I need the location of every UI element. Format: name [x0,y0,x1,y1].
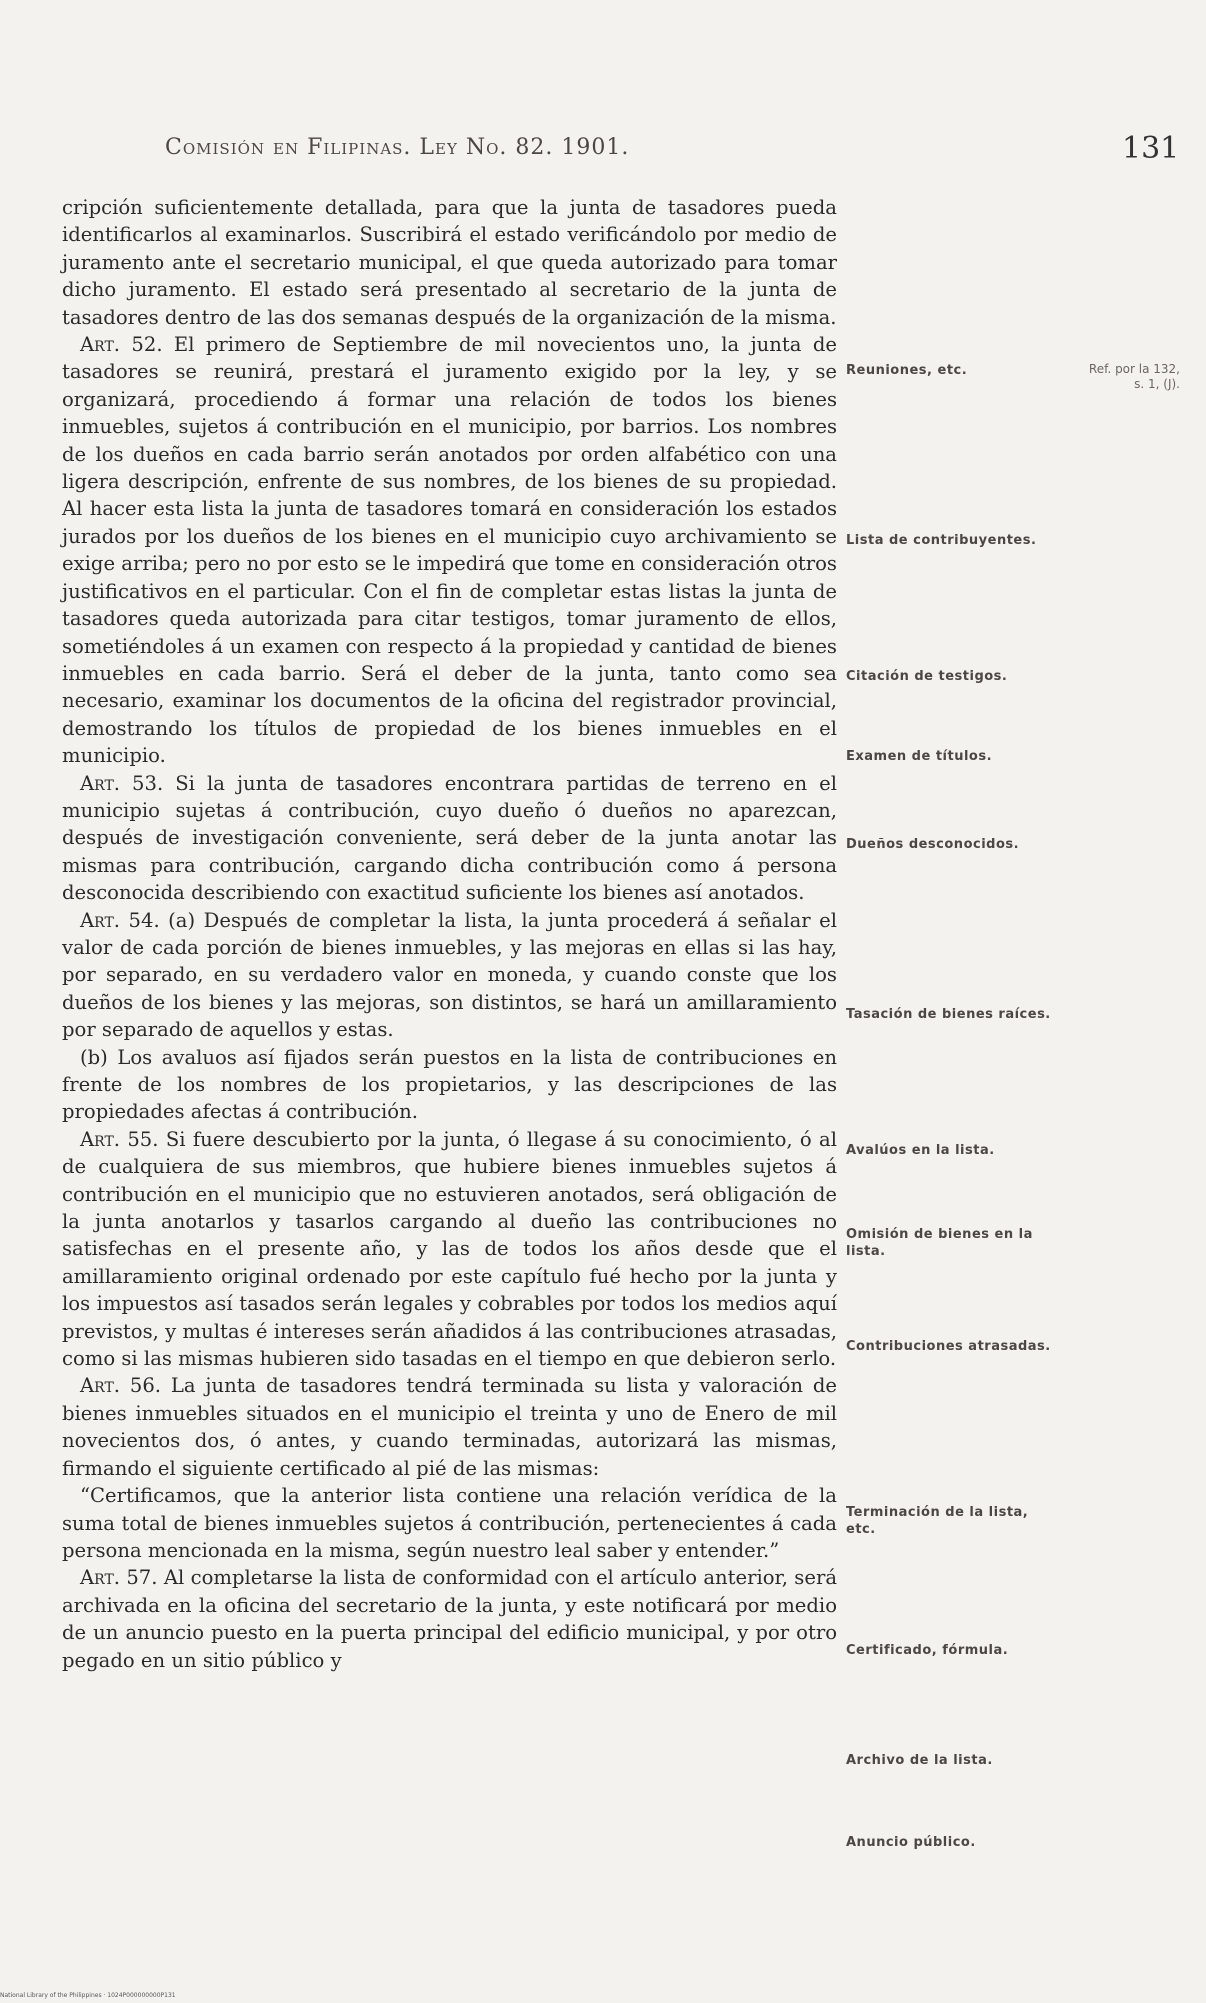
article-label: Art. 57. [80,1566,158,1590]
margin-note: Terminación de la lista, etc. [846,1505,1029,1537]
margin-note: Contribuciones atrasadas. [846,1339,1051,1354]
margin-note: Avalúos en la lista. [846,1143,995,1158]
margin-note: Omisión de bienes en la lista. [846,1227,1033,1259]
article-57: Art. 57. Al completarse la lista de conformidad con el artículo anterior, será archivada en la oficina del secretario de la junta, y este notificará por medio de un anuncio puesto en la puerta principal del edificio municipal, y por otro pegado en un sitio público y [62,1566,837,1672]
page-number: 131 [1122,131,1180,166]
running-title: Comisión en Filipinas. Ley No. 82. 1901. [165,135,630,160]
article-53: Art. 53. Si la junta de tasadores encontrara partidas de terreno en el municipio sujetas á contribución, cuyo dueño ó dueños no aparezcan, después de investigación conveniente, será deber de la junta anotar las mismas para contribución, cargando dicha contribución como á persona desconocida describiendo con exactitud suficiente los bienes así anotados. [62,771,837,905]
page-header [0,131,1206,175]
article-56: Art. 56. La junta de tasadores tendrá terminada su lista y valoración de bienes inmuebles situados en el municipio el treinta y uno de Enero de mil novecientos dos, ó antes, y cuando terminadas, autorizará las mismas, firmando el siguiente certificado al pié de las mismas: [62,1374,837,1480]
margin-note: Citación de testigos. [846,669,1008,684]
margin-note: Reuniones, etc. [846,363,968,378]
margin-note: Dueños desconocidos. [846,837,1020,852]
margin-note: Archivo de la lista. [846,1753,993,1768]
article-label: Art. 52. [80,333,163,357]
article-54: Art. 54. (a) Después de completar la lista, la junta procederá á señalar el valor de cada porción de bienes inmuebles, y las mejoras en ellas si las hay, por separado, en su verdadero valor en moneda, y cuando conste que los dueños de los bienes y las mejoras, son distintos, se hará un amillaramiento por separado de aquellos y estas. [62,908,837,1042]
article-label: Art. 55. [80,1127,159,1151]
article-label: Art. 53. [80,771,164,795]
certificate-quote: “Certificamos, que la anterior lista contiene una relación verídica de la suma total de bienes inmuebles sujetos á contribución, pertenecientes á cada persona mencionada en la misma, según nuestro leal saber y entender.” [62,1484,837,1562]
margin-note: Examen de títulos. [846,749,993,764]
body-text [62,194,837,1674]
article-54-b: (b) Los avaluos así fijados serán puestos en la lista de contribuciones en frente de los nombres de los propietarios, y las descripciones de las propiedades afectas á contribución. [62,1045,837,1124]
margin-note: Lista de contribuyentes. [846,533,1037,548]
paragraph: cripción suficientemente detallada, para que la junta de tasadores pueda identificarlos al examinarlos. Suscribirá el estado verificándolo por medio de juramento ante el secretario municipal, el que queda autorizado para tomar dicho juramento. El estado será presentado al secretario de la junta de tasadores dentro de las dos semanas después de la organización de la misma. [62,196,837,329]
scan-footer: National Library of the Philippines · 1024P000000000P131 [0,1992,176,1999]
article-55: Art. 55. Si fuere descubierto por la junta, ó llegase á su conocimiento, ó al de cualquiera de sus miembros, que hubiere bienes inmuebles sujetos á contribución en el municipio que no estuvieren anotados, será obligación de la junta anotarlos y tasarlos cargando al dueño las contribuciones no satisfechas en el presente año, y las de todos los años desde que el amillaramiento original ordenado por este capítulo fué hecho por la junta y los impuestos así tasados serán legales y cobrables por todos los medios aquí previstos, y multas é intereses serán añadidos á las contribuciones atrasadas, como si las mismas hubieren sido tasadas en el tiempo en que debieron serlo. [62,1127,837,1371]
article-52: Art. 52. El primero de Septiembre de mil novecientos uno, la junta de tasadores se reunirá, prestará el juramento exigido por la ley, y se organizará, procediendo á formar una relación de todos los bienes inmuebles, sujetos á contribución en el municipio, por barrios. Los nombres de los dueños en cada barrio serán anotados por orden alfabético con una ligera descripción, enfrente de sus nombres, de los bienes de su propiedad. Al hacer esta lista la junta de tasadores tomará en consideración los estados jurados por los dueños de los bienes en el municipio cuyo archivamiento se exige arriba; pero no por esto se le impedirá que tome en consideración otros justificativos en el particular. Con el fin de completar estas listas la junta de tasadores queda autorizada para citar testigos, tomar juramento de ellos, sometiéndoles á un examen con respecto á la propiedad y cantidad de bienes inmuebles en cada barrio. Será el deber de la junta, tanto como sea necesario, examinar los documentos de la oficina del registrador provincial, demostrando los títulos de propiedad de los bienes inmuebles en el municipio. [62,333,837,768]
article-label: Art. 56. [80,1374,162,1398]
article-label: Art. 54. [80,908,160,932]
margin-note: Anuncio público. [846,1835,976,1850]
reference-note: Ref. por la 132, s. 1, (J). [1088,362,1180,391]
margin-note: Tasación de bienes raíces. [846,1007,1051,1022]
margin-note: Certificado, fórmula. [846,1643,1009,1658]
